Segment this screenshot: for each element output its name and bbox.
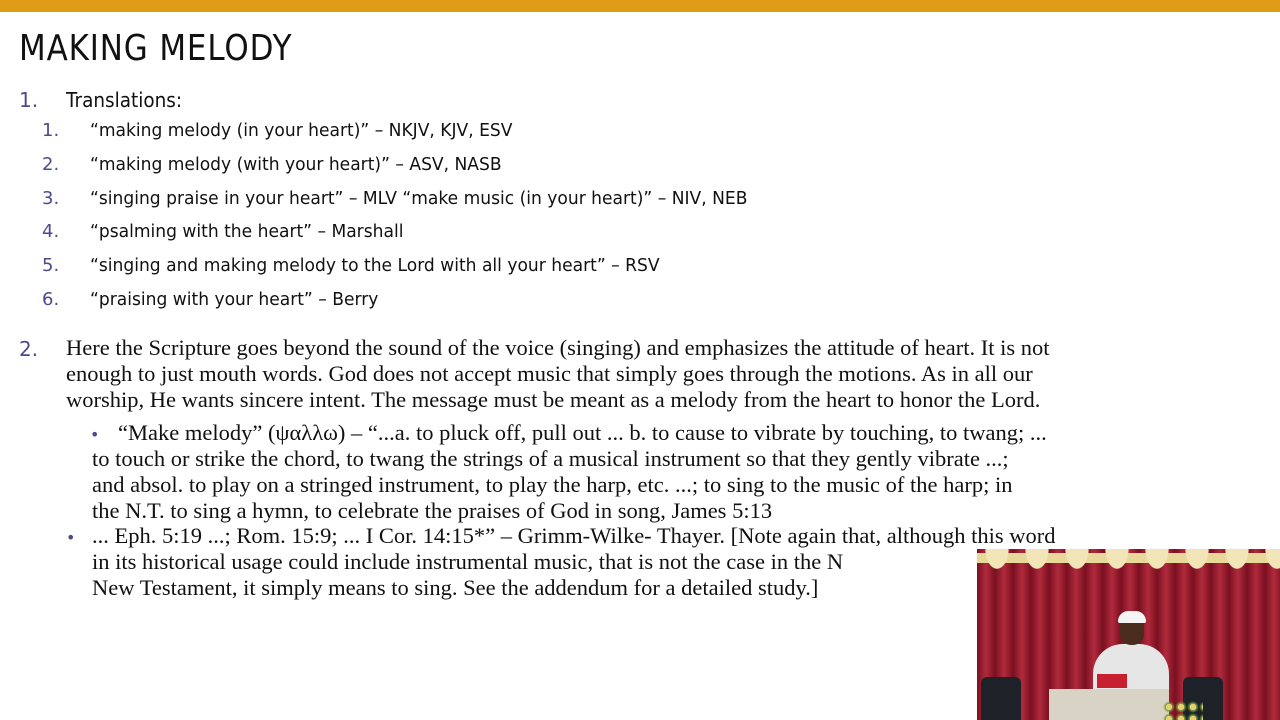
list-item-number: 4. [42,221,60,242]
paragraph-line: to touch or strike the chord, to twang the strings of a musical instrument so that they gently vibrate ...; [92,446,1009,471]
bullet-marker: • [66,528,76,547]
paragraph-line: Here the Scripture goes beyond the sound of the voice (singing) and emphasizes the attitude of heart. It is not [66,335,1050,360]
list-item-number: 3. [42,188,60,209]
paragraph-line: “Make melody” (ψαλλω) – “...a. to pluck off, pull out ... b. to cause to vibrate by touching, to twang; ... [118,420,1047,445]
point-1-number: 1. [19,88,39,112]
paragraph-line: ... Eph. 5:19 ...; Rom. 15:9; ... I Cor. 14:15*” – Grimm-Wilke- Thayer. [Note again that, although this word [92,523,1056,548]
bullet-1-paragraph [92,420,1047,524]
point-2-number: 2. [19,337,39,361]
paragraph-line: in its historical usage could include instrumental music, that is not the case in the N [92,549,844,574]
point-2-paragraph [66,335,1226,413]
list-item-text: “singing and making melody to the Lord with all your heart” – RSV [90,255,660,276]
list-item-number: 1. [42,120,60,141]
speaker-video-inset [977,549,1280,720]
list-item-text: “singing praise in your heart” – MLV “make music (in your heart)” – NIV, NEB [90,188,748,209]
list-item-number: 2. [42,154,60,175]
list-item-text: “praising with your heart” – Berry [90,289,379,310]
chair [981,677,1021,720]
paragraph-line: the N.T. to sing a hymn, to celebrate the praises of God in song, James 5:13 [92,498,773,523]
paragraph-line: New Testament, it simply means to sing. See the addendum for a detailed study.] [92,575,819,600]
top-accent-bar [0,0,1280,12]
list-item-text: “making melody (with your heart)” – ASV, NASB [90,154,502,175]
speaker-cap [1118,611,1146,623]
flower-arrangement [1163,701,1203,720]
paragraph-line: enough to just mouth words. God does not accept music that simply goes through the motions. As in all our [66,361,1033,386]
list-item-text: “psalming with the heart” – Marshall [90,221,404,242]
paragraph-line: worship, He wants sincere intent. The message must be meant as a melody from the heart to honor the Lord. [66,387,1041,412]
list-item-text: “making melody (in your heart)” – NKJV, KJV, ESV [90,120,513,141]
paragraph-line: and absol. to play on a stringed instrument, to play the harp, etc. ...; to sing to the music of the harp; in [92,472,1013,497]
list-item-number: 5. [42,255,60,276]
bullet-2-paragraph [92,523,1056,601]
pulpit [1049,689,1169,720]
slide-title: MAKING MELODY [19,28,293,69]
list-item-number: 6. [42,289,60,310]
microphone-stand [1097,674,1127,688]
curtain-drape [977,549,1280,583]
point-1-heading: Translations: [66,88,183,112]
bullet-marker: • [90,425,100,444]
